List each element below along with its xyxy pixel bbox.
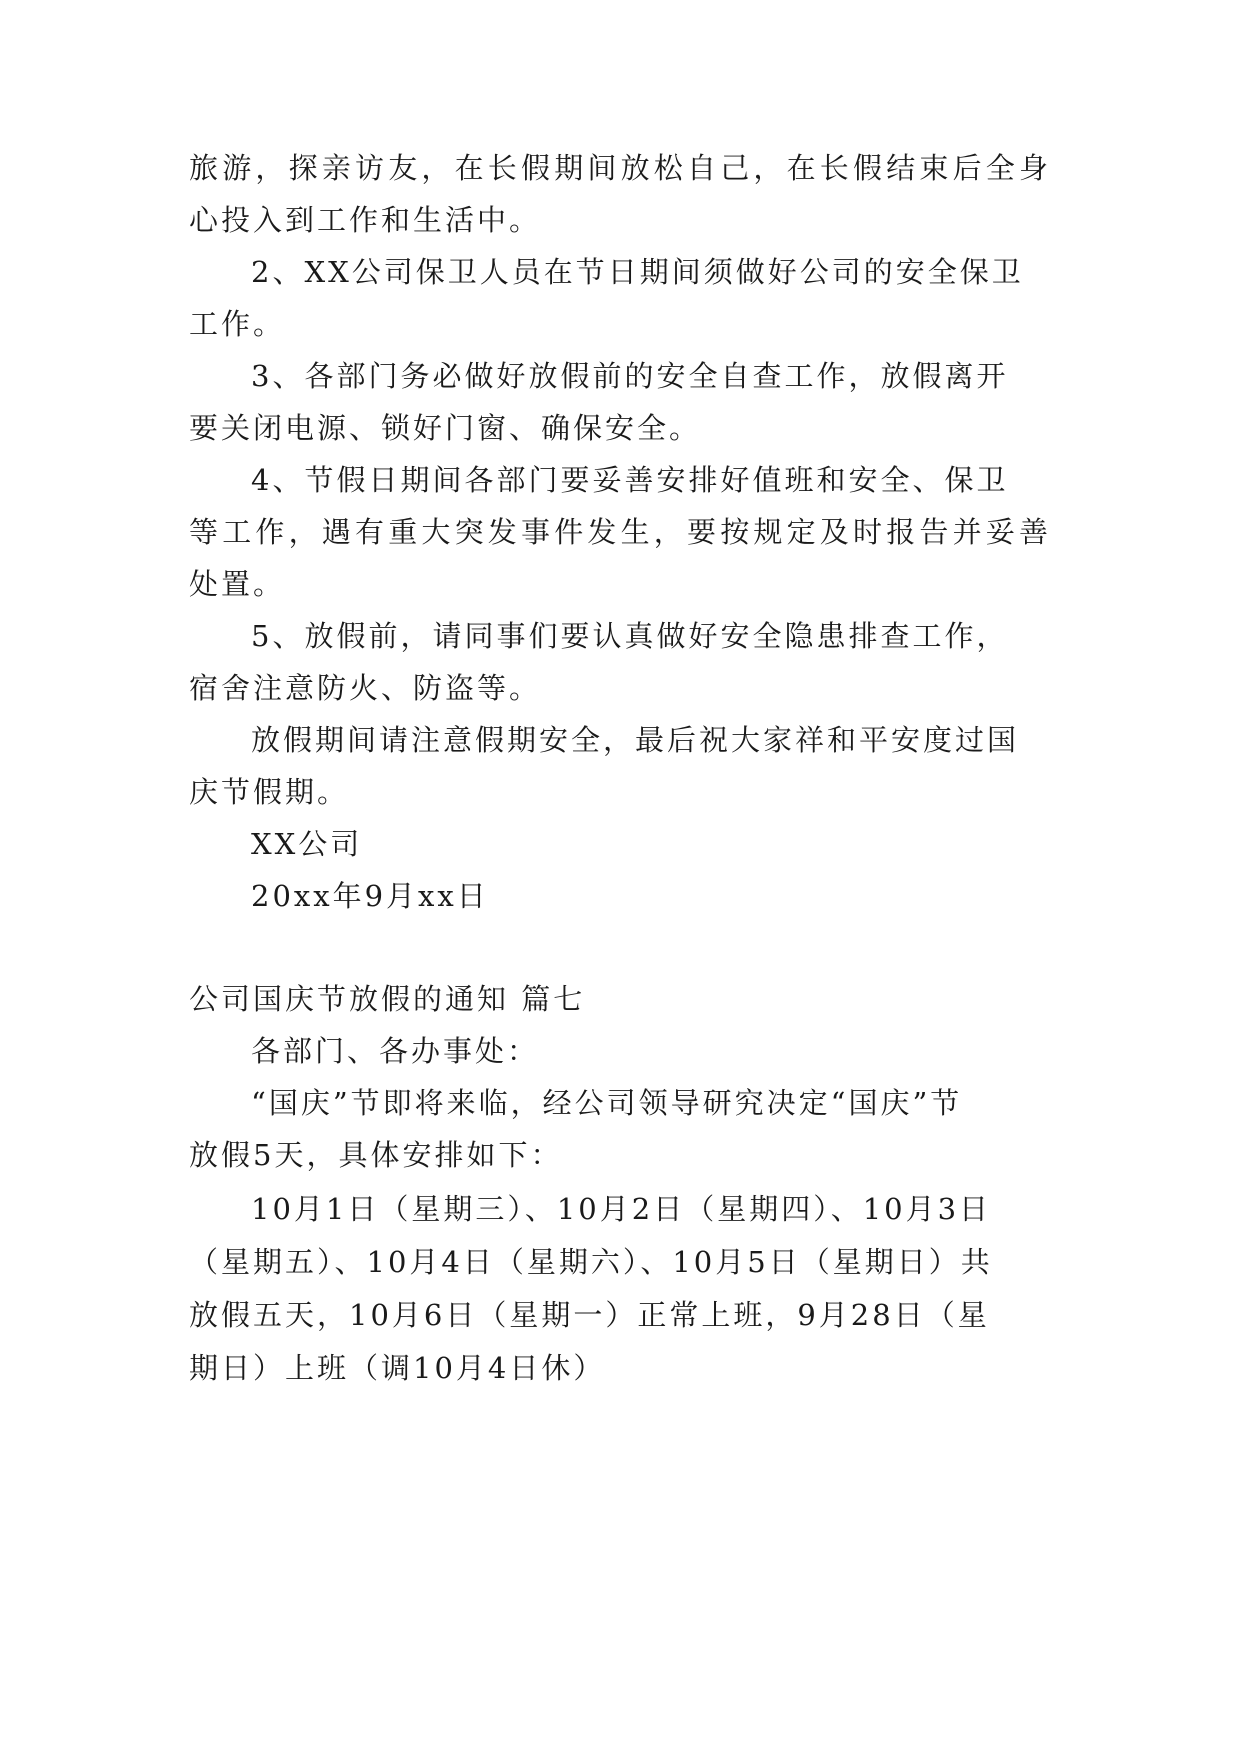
schedule-line: 期日）上班（调10月4日休）: [189, 1351, 606, 1385]
schedule-line: 10月1日（星期三）、10月2日（星期四）、10月3日: [251, 1192, 992, 1226]
schedule-line: （星期五）、10月4日（星期六）、10月5日（星期日）共: [189, 1245, 993, 1279]
list-item-2-line: 工作。: [189, 307, 286, 341]
list-item-4-line: 等工作，遇有重大突发事件发生，要按规定及时报告并妥善: [189, 515, 1051, 549]
closing-line: 庆节假期。: [189, 775, 350, 809]
section-heading: 公司国庆节放假的通知 篇七: [189, 982, 586, 1016]
paragraph-line: 放假5天，具体安排如下：: [189, 1138, 563, 1172]
schedule-line: 放假五天，10月6日（星期一）正常上班，9月28日（星: [189, 1298, 990, 1332]
signature-company: XX公司: [251, 827, 363, 861]
salutation: 各部门、各办事处：: [251, 1034, 540, 1068]
paragraph-line: 旅游，探亲访友，在长假期间放松自己，在长假结束后全身: [189, 151, 1051, 185]
paragraph-line: 心投入到工作和生活中。: [189, 203, 542, 237]
list-item-3-line: 要关闭电源、锁好门窗、确保安全。: [189, 411, 702, 445]
list-item-5-line: 宿舍注意防火、防盗等。: [189, 671, 542, 705]
list-item-2-line: 2、XX公司保卫人员在节日期间须做好公司的安全保卫: [251, 255, 1024, 289]
list-item-4-line: 处置。: [189, 567, 286, 601]
paragraph-line: “国庆”节即将来临，经公司领导研究决定“国庆”节: [251, 1086, 963, 1120]
closing-line: 放假期间请注意假期安全，最后祝大家祥和平安度过国: [251, 723, 1020, 757]
list-item-3-line: 3、各部门务必做好放假前的安全自查工作，放假离开: [251, 359, 1009, 393]
list-item-4-line: 4、节假日期间各部门要妥善安排好值班和安全、保卫: [251, 463, 1009, 497]
signature-date: 20xx年9月xx日: [251, 879, 489, 913]
list-item-5-line: 5、放假前，请同事们要认真做好安全隐患排查工作，: [251, 619, 1009, 653]
